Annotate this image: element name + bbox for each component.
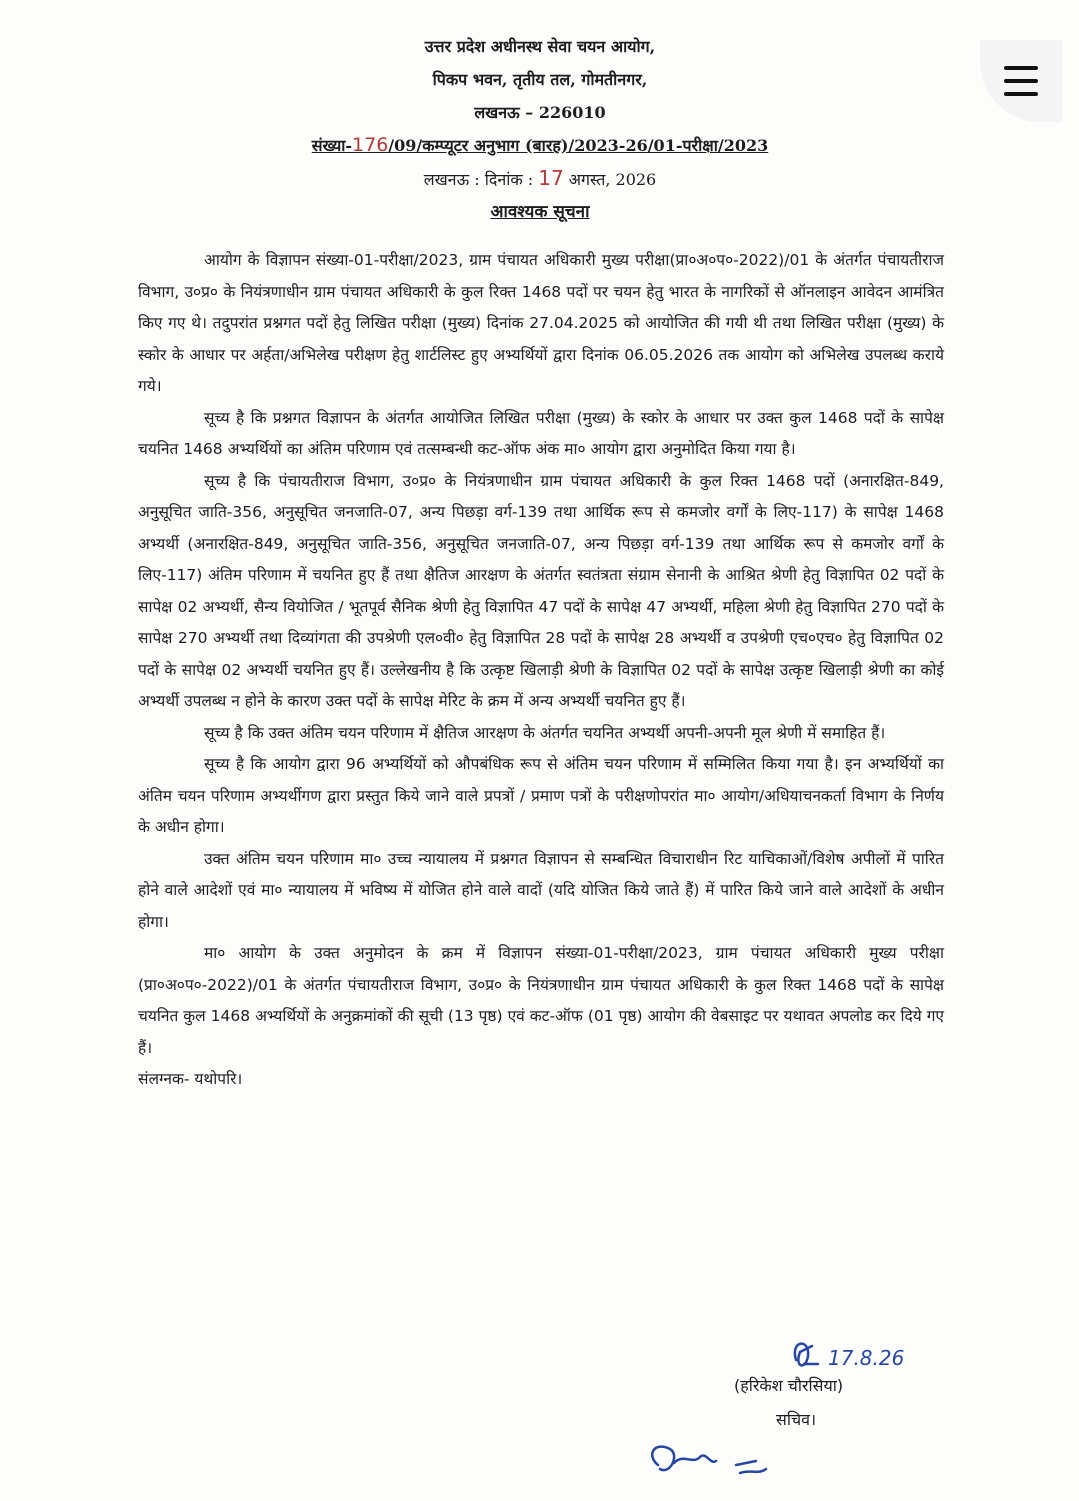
handwritten-ref-number: 176 <box>352 134 389 156</box>
paragraph: सूच्य है कि पंचायतीराज विभाग, उ०प्र० के नियंत्रणाधीन ग्राम पंचायत अधिकारी के कुल रिक्त 1468 पदों (अनारक्षित-849, अनुसूचित जाति-356, अनुसूचित जनजाति-07, अन्य पिछड़ा वर्ग-139 तथा आर्थिक रूप से कमजोर वर्गों के लिए-117) के सापेक्ष 1468 अभ्यर्थी (अनारक्षित-849, अनुसूचित जाति-356, अनुसूचित जनजाति-07, अन्य पिछड़ा वर्ग-139 तथा आर्थिक रूप से कमजोर वर्गों के लिए-117) अंतिम परिणाम में चयनित हुए हैं तथा क्षैतिज आरक्षण के अंतर्गत स्वतंत्रता संग्राम सेनानी के आश्रित श्रेणी हेतु विज्ञापित 02 पदों के सापेक्ष 02 अभ्यर्थी, सैन्य वियोजित / भूतपूर्व सैनिक श्रेणी हेतु विज्ञापित 47 पदों के सापेक्ष 47 अभ्यर्थी, महिला श्रेणी हेतु विज्ञापित 270 पदों के सापेक्ष 270 अभ्यर्थी तथा दिव्यांगता की उपश्रेणी एल०वी० हेतु विज्ञापित 28 पदों के सापेक्ष 28 अभ्यर्थी व उपश्रेणी एच०एच० हेतु विज्ञापित 02 पदों के सापेक्ष 02 अभ्यर्थी चयनित हुए हैं। उल्लेखनीय है कि उत्कृष्ट खिलाड़ी श्रेणी के विज्ञापित 02 पदों के सापेक्ष उत्कृष्ट खिलाड़ी श्रेणी का कोई अभ्यर्थी उपलब्ध न होने के कारण उक्त पदों के सापेक्ष मेरिट के क्रम में अन्य अभ्यर्थी चयनित हुए हैं। <box>138 471 944 710</box>
signatory-name: (हरिकेश चौरसिया) <box>734 1376 844 1395</box>
enclosure-line: संलग्नक- यथोपरि। <box>138 1070 243 1088</box>
handwritten-sign-date: 17.8.26 <box>828 1346 905 1370</box>
notice-body <box>138 245 944 1096</box>
reference-number: संख्या-176/09/कम्प्यूटर अनुभाग (बारह)/2023-26/01-परीक्षा/2023 <box>311 134 769 156</box>
signature-scribble-icon <box>700 1330 830 1380</box>
paragraph: सूच्य है कि आयोग द्वारा 96 अभ्यर्थियों को औपबंधिक रूप से अंतिम चयन परिणाम में सम्मिलित किया गया है। इन अभ्यर्थियों का अंतिम चयन परिणाम अभ्यर्थीगण द्वारा प्रस्तुत किये जाने वाले प्रपत्रों / प्रमाण पत्रों के परीक्षणोपरांत मा० आयोग/अधियाचनकर्ता विभाग के निर्णय के अधीन होगा। <box>138 755 944 836</box>
handwritten-date-day: 17 <box>538 166 564 190</box>
paragraph: मा० आयोग के उक्त अनुमोदन के क्रम में विज्ञापन संख्या-01-परीक्षा/2023, ग्राम पंचायत अधिकारी मुख्य परीक्षा (प्रा०अ०प०-2022)/01 के अंतर्गत पंचायतीराज विभाग, उ०प्र० के नियंत्रणाधीन ग्राम पंचायत अधिकारी के कुल रिक्त 1468 पदों के सापेक्ष चयनित कुल 1468 अभ्यर्थियों के अनुक्रमांकों की सूची (13 पृष्ठ) एवं कट-ऑफ (01 पृष्ठ) आयोग की वेबसाइट पर यथावत अपलोड कर दिये गए हैं। <box>138 944 944 1057</box>
org-name: उत्तर प्रदेश अधीनस्थ सेवा चयन आयोग, <box>424 37 656 56</box>
signatory-designation: सचिव। <box>776 1410 817 1429</box>
hamburger-menu-icon[interactable] <box>980 40 1062 122</box>
letterhead <box>150 30 930 229</box>
notice-title: आवश्यक सूचना <box>490 202 590 222</box>
org-address: पिकप भवन, तृतीय तल, गोमतीनगर, <box>432 70 648 89</box>
org-city: लखनऊ – 226010 <box>474 103 606 122</box>
paragraph: आयोग के विज्ञापन संख्या-01-परीक्षा/2023, ग्राम पंचायत अधिकारी मुख्य परीक्षा(प्रा०अ०प०-2022)/01 के अंतर्गत पंचायतीराज विभाग, उ०प्र० के नियंत्रणाधीन ग्राम पंचायत अधिकारी के कुल रिक्त 1468 पदों पर चयन हेतु भारत के नागरिकों से ऑनलाइन आवेदन आमंत्रित किए गए थे। तदुपरांत प्रश्नगत पदों हेतु लिखित परीक्षा (मुख्य) दिनांक 27.04.2025 को आयोजित की गयी थी तथा लिखित परीक्षा (मुख्य) के स्कोर के आधार पर अर्हता/अभिलेख परीक्षण हेतु शार्टलिस्ट हुए अभ्यर्थियों द्वारा दिनांक 06.05.2026 तक आयोग को अभिलेख उपलब्ध कराये गये। <box>138 251 944 395</box>
paragraph: सूच्य है कि प्रश्नगत विज्ञापन के अंतर्गत आयोजित लिखित परीक्षा (मुख्य) के स्कोर के आधार पर उक्त कुल 1468 पदों के सापेक्ष चयनित 1468 अभ्यर्थियों का अंतिम परिणाम एवं तत्सम्बन्धी कट-ऑफ अंक मा० आयोग द्वारा अनुमोदित किया गया है। <box>138 408 944 458</box>
initials-scribble-icon <box>640 1435 790 1485</box>
paragraph: सूच्य है कि उक्त अंतिम चयन परिणाम में क्षैतिज आरक्षण के अंतर्गत चयनित अभ्यर्थी अपनी-अपनी मूल श्रेणी में समाहित हैं। <box>204 723 886 742</box>
paragraph: उक्त अंतिम चयन परिणाम मा० उच्च न्यायालय में प्रश्नगत विज्ञापन से सम्बन्धित विचाराधीन रिट याचिकाओं/विशेष अपीलों में पारित होने वाले आदेशों एवं मा० न्यायालय में भविष्य में योजित होने वाले वादों (यदि योजित किये जाते हैं) में पारित किये जाने वाले आदेशों के अधीन होगा। <box>138 849 944 931</box>
issue-date: लखनऊ : दिनांक : 17 अगस्त, 2026 <box>423 166 657 190</box>
